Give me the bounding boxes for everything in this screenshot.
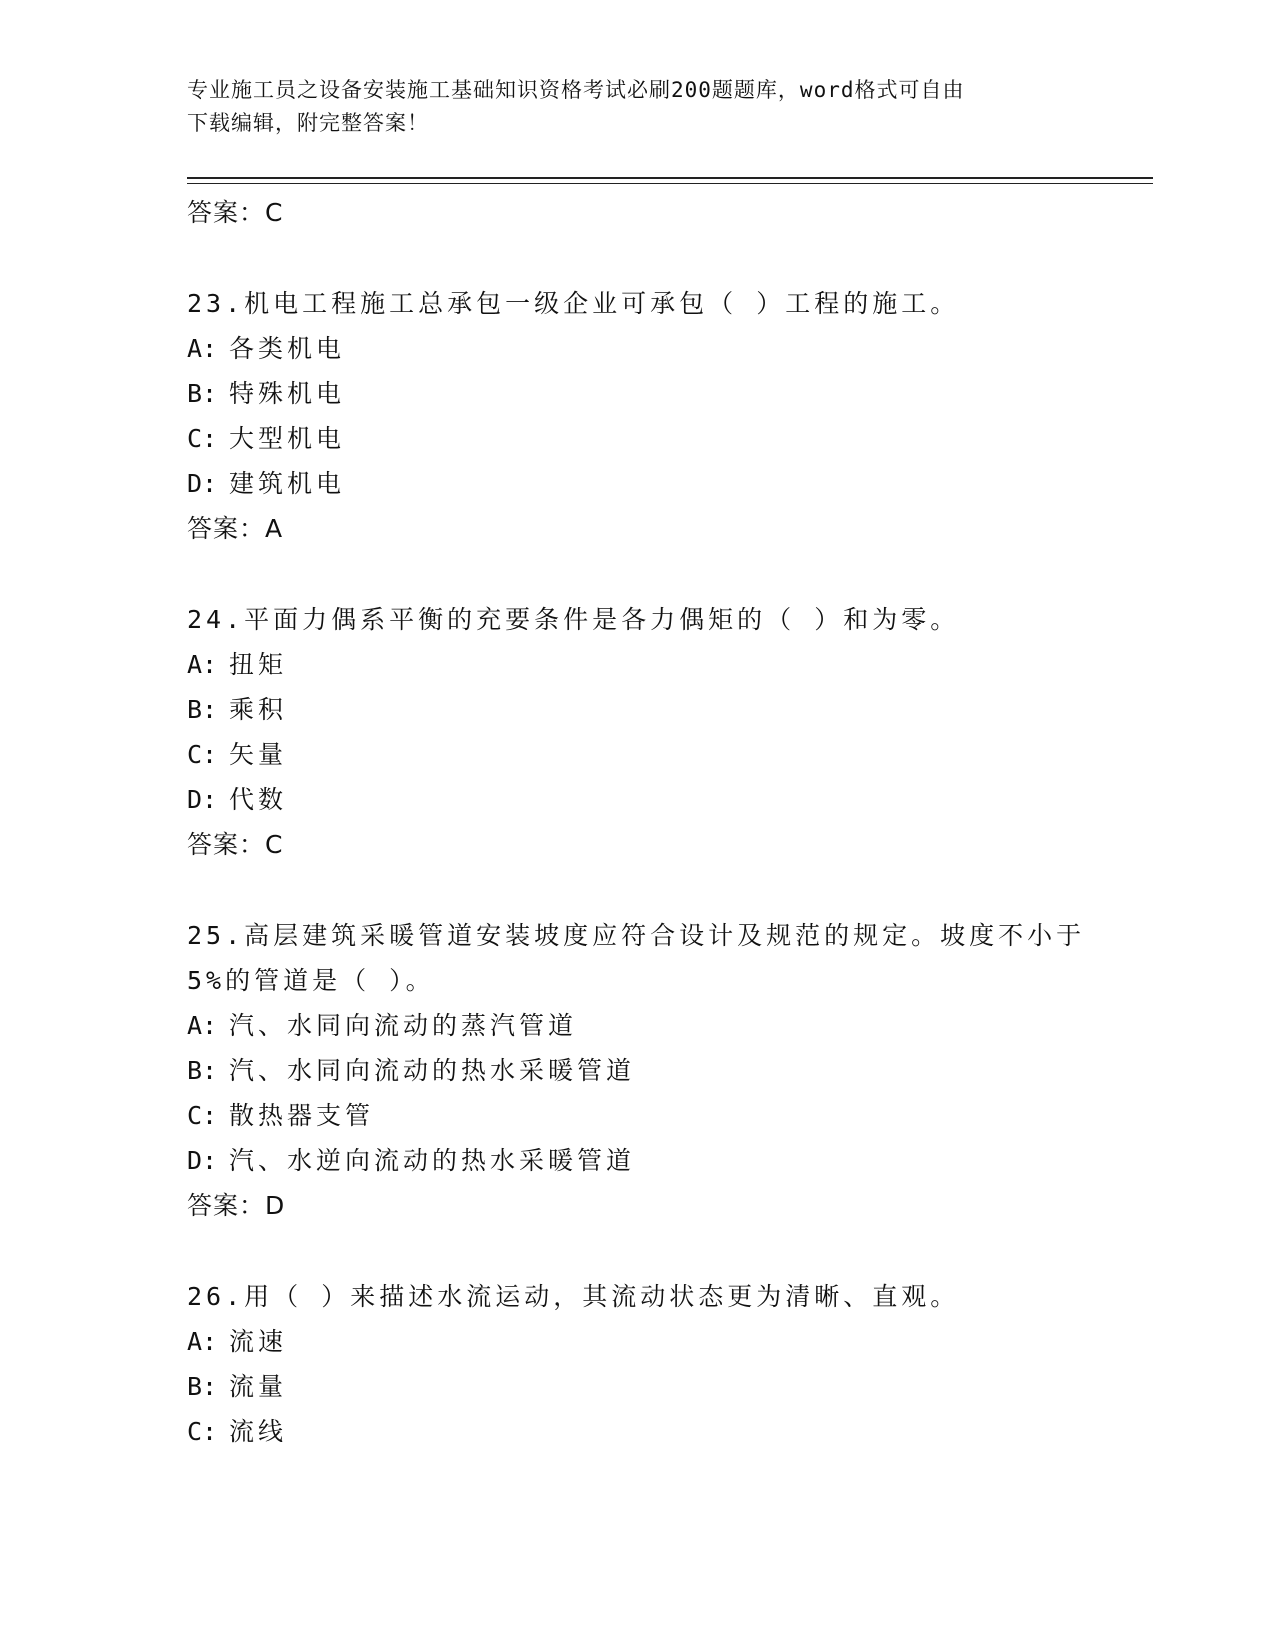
question-stem: 23.机电工程施工总承包一级企业可承包（ ）工程的施工。: [187, 289, 960, 318]
header-rule-thin: [187, 183, 1153, 184]
option-letter: D:: [187, 785, 218, 814]
question-answer: 答案：C: [187, 830, 284, 859]
question-list: [187, 190, 1087, 1454]
option-text: 扭矩: [229, 650, 288, 679]
question-23: [187, 281, 1087, 551]
option-text: 汽、水逆向流动的热水采暖管道: [229, 1146, 636, 1175]
option-d: [187, 777, 1087, 822]
option-letter: A:: [187, 334, 218, 363]
option-a: [187, 326, 1087, 371]
question-24: [187, 597, 1087, 867]
header-rule-thick: [187, 177, 1153, 179]
option-text: 流线: [229, 1417, 288, 1446]
question-stem-line-1: 25.高层建筑采暖管道安装坡度应符合设计及规范的规定。坡度不小于: [187, 921, 1086, 950]
option-letter: D:: [187, 469, 218, 498]
option-letter: B:: [187, 1372, 218, 1401]
option-letter: A:: [187, 1011, 218, 1040]
option-text: 汽、水同向流动的蒸汽管道: [229, 1011, 578, 1040]
option-letter: C:: [187, 740, 218, 769]
option-letter: D:: [187, 1146, 218, 1175]
option-letter: C:: [187, 1417, 218, 1446]
option-b: [187, 371, 1087, 416]
question-stem: 24.平面力偶系平衡的充要条件是各力偶矩的（ ）和为零。: [187, 605, 960, 634]
option-text: 散热器支管: [229, 1101, 375, 1130]
option-letter: B:: [187, 379, 218, 408]
option-text: 特殊机电: [229, 379, 346, 408]
header-line-1: 专业施工员之设备安装施工基础知识资格考试必刷200题题库，word格式可自由: [187, 78, 965, 102]
option-letter: A:: [187, 1327, 218, 1356]
question-26: [187, 1274, 1087, 1454]
option-c: [187, 1093, 1087, 1138]
option-letter: B:: [187, 1056, 218, 1085]
option-text: 流量: [229, 1372, 288, 1401]
option-text: 建筑机电: [229, 469, 346, 498]
option-c: [187, 1409, 1087, 1454]
option-text: 代数: [229, 785, 288, 814]
option-b: [187, 1364, 1087, 1409]
option-letter: B:: [187, 695, 218, 724]
option-b: [187, 1048, 1087, 1093]
option-text: 各类机电: [229, 334, 346, 363]
option-letter: C:: [187, 424, 218, 453]
option-c: [187, 416, 1087, 461]
option-letter: C:: [187, 1101, 218, 1130]
option-text: 汽、水同向流动的热水采暖管道: [229, 1056, 636, 1085]
option-text: 矢量: [229, 740, 288, 769]
option-d: [187, 461, 1087, 506]
question-answer: 答案：D: [187, 1191, 286, 1220]
document-header: [187, 74, 1087, 140]
question-stem: 26.用（ ）来描述水流运动，其流动状态更为清晰、直观。: [187, 1282, 960, 1311]
option-b: [187, 687, 1087, 732]
option-letter: A:: [187, 650, 218, 679]
option-a: [187, 642, 1087, 687]
question-25: [187, 913, 1087, 1228]
option-text: 流速: [229, 1327, 288, 1356]
question-stem-line-2: 5%的管道是（ ）。: [187, 966, 435, 995]
option-c: [187, 732, 1087, 777]
option-text: 乘积: [229, 695, 288, 724]
question-answer: 答案：A: [187, 514, 284, 543]
option-a: [187, 1319, 1087, 1364]
previous-answer: 答案：C: [187, 198, 284, 227]
option-d: [187, 1138, 1087, 1183]
option-text: 大型机电: [229, 424, 346, 453]
header-line-2: 下载编辑，附完整答案！: [187, 111, 429, 135]
option-a: [187, 1003, 1087, 1048]
